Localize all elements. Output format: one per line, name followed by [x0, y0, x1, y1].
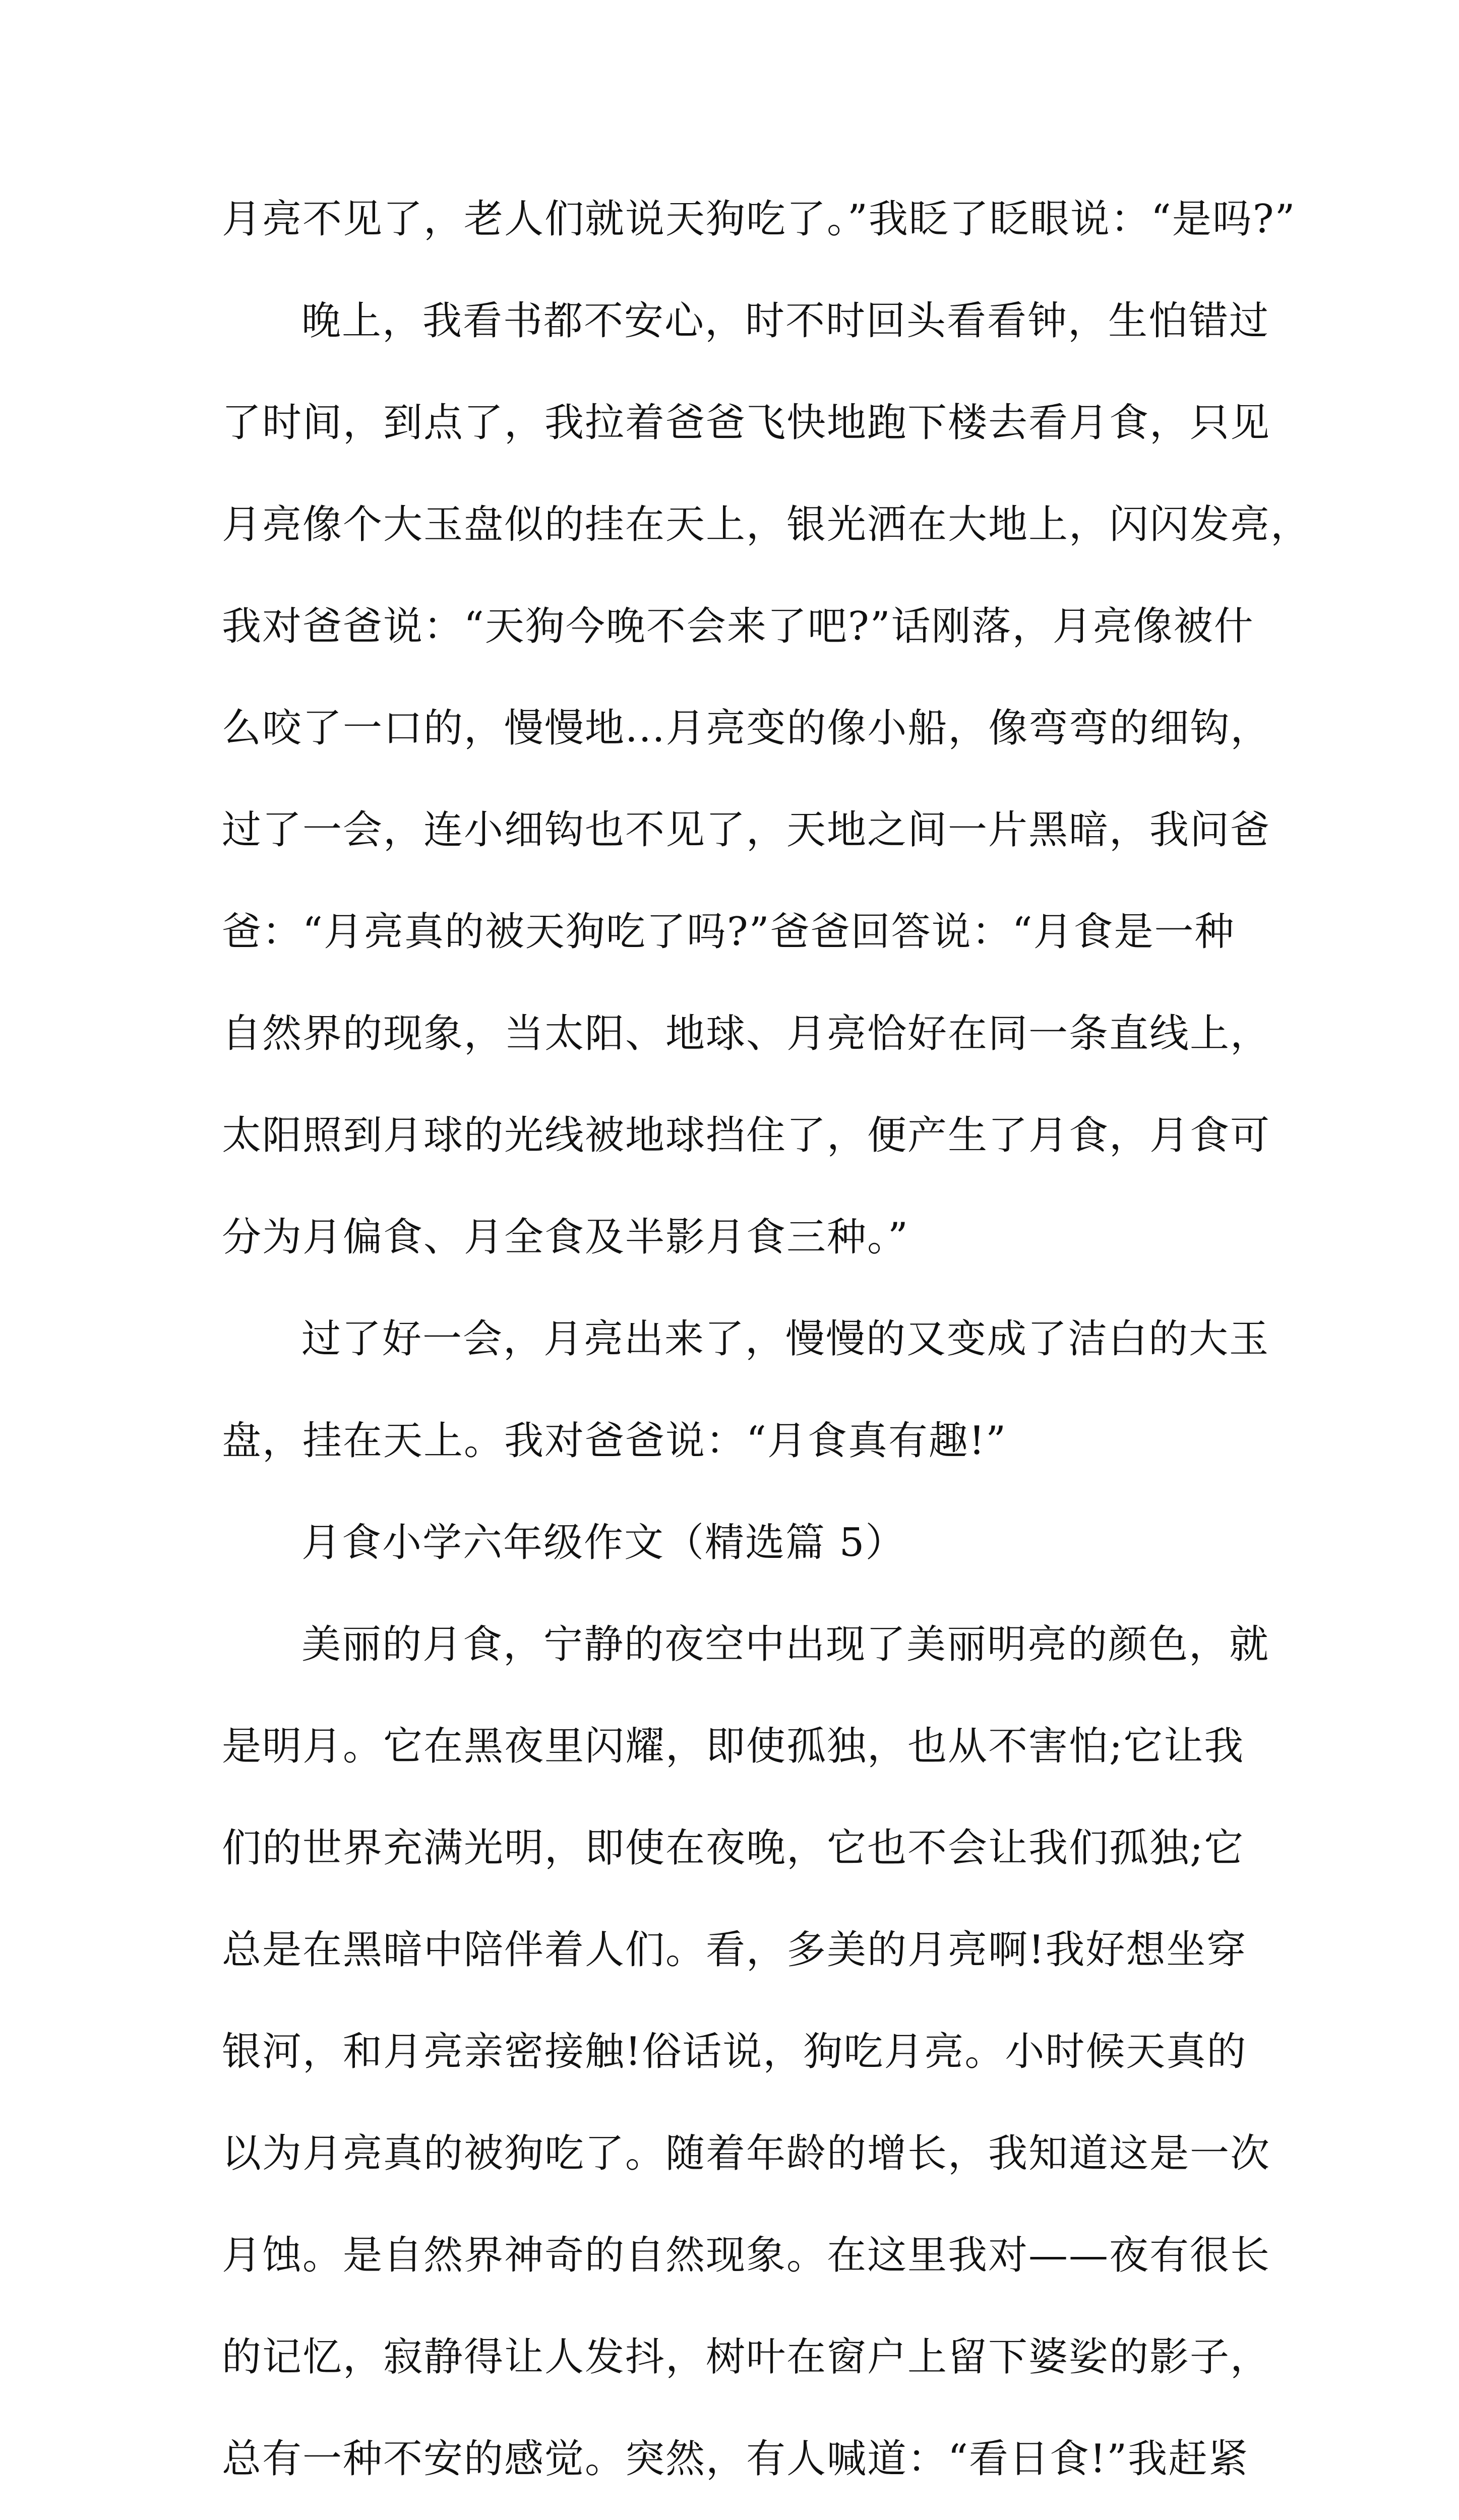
text-line: 太阳照到月球的光线被地球挡住了，便产生了月食，月食可 [222, 1113, 1271, 1158]
text-line: 月亮不见了，老人们就说天狗吃了。”我眨了眨眼说：“是吗?” [222, 197, 1296, 242]
text-line: 以为月亮真的被狗吃了。随着年龄的增长，我知道这是一次 [222, 2131, 1271, 2176]
section-heading: 月食小学六年级作文（精选篇 5） [301, 1520, 906, 1565]
text-line: 银河，和月亮亲密接触!俗话说，狗吃月亮。小时候天真的 [222, 2029, 1247, 2074]
text-line: 自然界的现象，当太阳、地球、月亮恰好在同一条直线上， [222, 1011, 1271, 1056]
text-line: 是明月。它在黑夜里闪耀，即使孤独，也从不害怕;它让我 [222, 1724, 1245, 1769]
paragraph-start-line: 美丽的月食，宁静的夜空中出现了美丽明亮的颜色，就 [301, 1622, 1270, 1667]
text-line: 总是在黑暗中陪伴着人们。看，多美的月亮啊!我好想坐穿 [222, 1927, 1247, 1973]
text-line: 爸：“月亮真的被天狗吃了吗?”爸爸回答说：“月食是一种 [222, 909, 1235, 955]
text-line: 盘，挂在天上。我对爸爸说：“月食真有趣!” [222, 1418, 1007, 1464]
text-line: 月蚀。是自然界神奇的自然现象。在这里我对——夜有很长 [222, 2233, 1271, 2278]
text-line: 分为月偏食、月全食及半影月食三种。” [222, 1215, 909, 1260]
text-line: 么咬了一口的，慢慢地...月亮变的像小船，像弯弯的细钩， [222, 706, 1271, 751]
text-line: 总有一种不安的感觉。突然，有人喊道：“看日食!”我赶紧 [222, 2436, 1249, 2482]
text-line: 了时间，到点了，我拉着爸爸飞快地跑下楼去看月食，只见 [222, 400, 1271, 446]
essay-text [222, 179, 1311, 2520]
text-line: 过了一会，连小细钩也不见了，天地之间一片黑暗，我问爸 [222, 807, 1271, 853]
text-line: 们的世界充满光明，即使在夜晚，它也不会让我们孤独;它 [222, 1825, 1245, 1871]
text-line: 的记忆，寂静得让人发抖，树叶在窗户上留下婆娑的影子， [222, 2335, 1271, 2380]
text-line: 我对爸爸说：“天狗今晚不会来了吧?”话刚落，月亮像被什 [222, 604, 1254, 649]
paragraph-start-line: 晚上，我看书都不安心，时不时回头看看钟，生怕错过 [301, 298, 1270, 344]
text-line: 月亮像个大玉盘似的挂在天上，银光洒在大地上，闪闪发亮， [222, 502, 1311, 547]
paragraph-start-line: 过了好一会，月亮出来了，慢慢的又变成了洁白的大玉 [301, 1316, 1270, 1362]
